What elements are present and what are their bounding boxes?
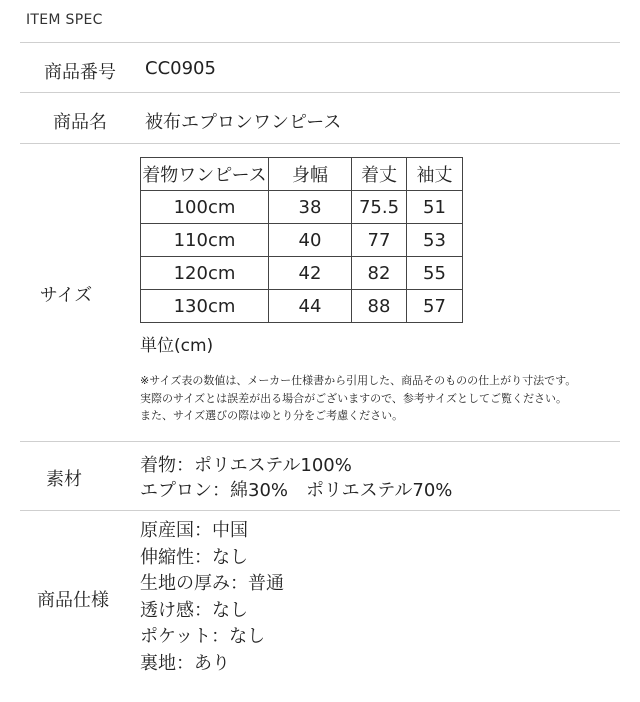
table-cell: 40 — [269, 224, 352, 257]
divider — [20, 42, 620, 43]
column-header: 着丈 — [352, 158, 407, 191]
table-cell: 75.5 — [352, 191, 407, 224]
divider — [20, 441, 620, 442]
spec-line: 原産国：中国 — [140, 520, 248, 541]
note-line: 実際のサイズとは誤差が出る場合がございますので、参考サイズとしてご覧ください。 — [140, 391, 568, 405]
column-header: 着物ワンピース — [141, 158, 269, 191]
table-cell: 77 — [352, 224, 407, 257]
table-row — [141, 290, 463, 323]
table-cell: 42 — [269, 257, 352, 290]
spec-line: 透け感：なし — [140, 599, 248, 621]
material-label: 素材 — [46, 469, 82, 490]
table-cell: 55 — [407, 257, 463, 290]
table-cell: 130cm — [141, 290, 269, 323]
material-line: 着物：ポリエステル100% — [140, 455, 352, 476]
product-name-label: 商品名 — [53, 112, 107, 133]
spec-label: 商品仕様 — [37, 590, 109, 611]
spec-line: 伸縮性：なし — [140, 546, 248, 568]
table-cell: 44 — [269, 290, 352, 323]
spec-line: ポケット：なし — [140, 626, 266, 648]
table-row — [141, 257, 463, 290]
spec-line: 裏地：あり — [140, 652, 230, 674]
note-line: ※サイズ表の数値は、メーカー仕様書から引用した、商品そのものの仕上がり寸法です。 — [140, 374, 577, 387]
spec-line: 生地の厚み：普通 — [140, 573, 284, 595]
table-cell: 51 — [407, 191, 463, 224]
divider — [20, 510, 620, 511]
column-header: 身幅 — [269, 158, 352, 191]
table-cell: 53 — [407, 224, 463, 257]
header-title: ITEM SPEC — [26, 12, 103, 28]
table-cell: 38 — [269, 191, 352, 224]
size-table — [140, 157, 463, 323]
size-table-header — [141, 158, 463, 191]
table-row — [141, 191, 463, 224]
product-code-value: CC0905 — [145, 58, 216, 79]
material-lines — [140, 453, 452, 503]
table-row — [141, 224, 463, 257]
table-cell: 100cm — [141, 191, 269, 224]
divider — [20, 143, 620, 144]
product-code-label: 商品番号 — [44, 62, 116, 83]
table-cell: 88 — [352, 290, 407, 323]
size-unit-label: 単位(cm) — [140, 336, 214, 356]
size-label: サイズ — [39, 285, 93, 306]
note-line: また、サイズ選びの際はゆとり分をご考慮ください。 — [140, 409, 404, 422]
divider — [20, 92, 620, 93]
table-cell: 110cm — [141, 224, 269, 257]
spec-lines — [140, 518, 284, 678]
table-cell: 120cm — [141, 257, 269, 290]
material-line: エプロン：綿30% ポリエステル70% — [140, 480, 453, 501]
table-cell: 57 — [407, 290, 463, 323]
product-name-value: 被布エプロンワンピース — [145, 112, 342, 133]
column-header: 袖丈 — [407, 158, 463, 191]
size-notes — [140, 372, 576, 425]
table-cell: 82 — [352, 257, 407, 290]
